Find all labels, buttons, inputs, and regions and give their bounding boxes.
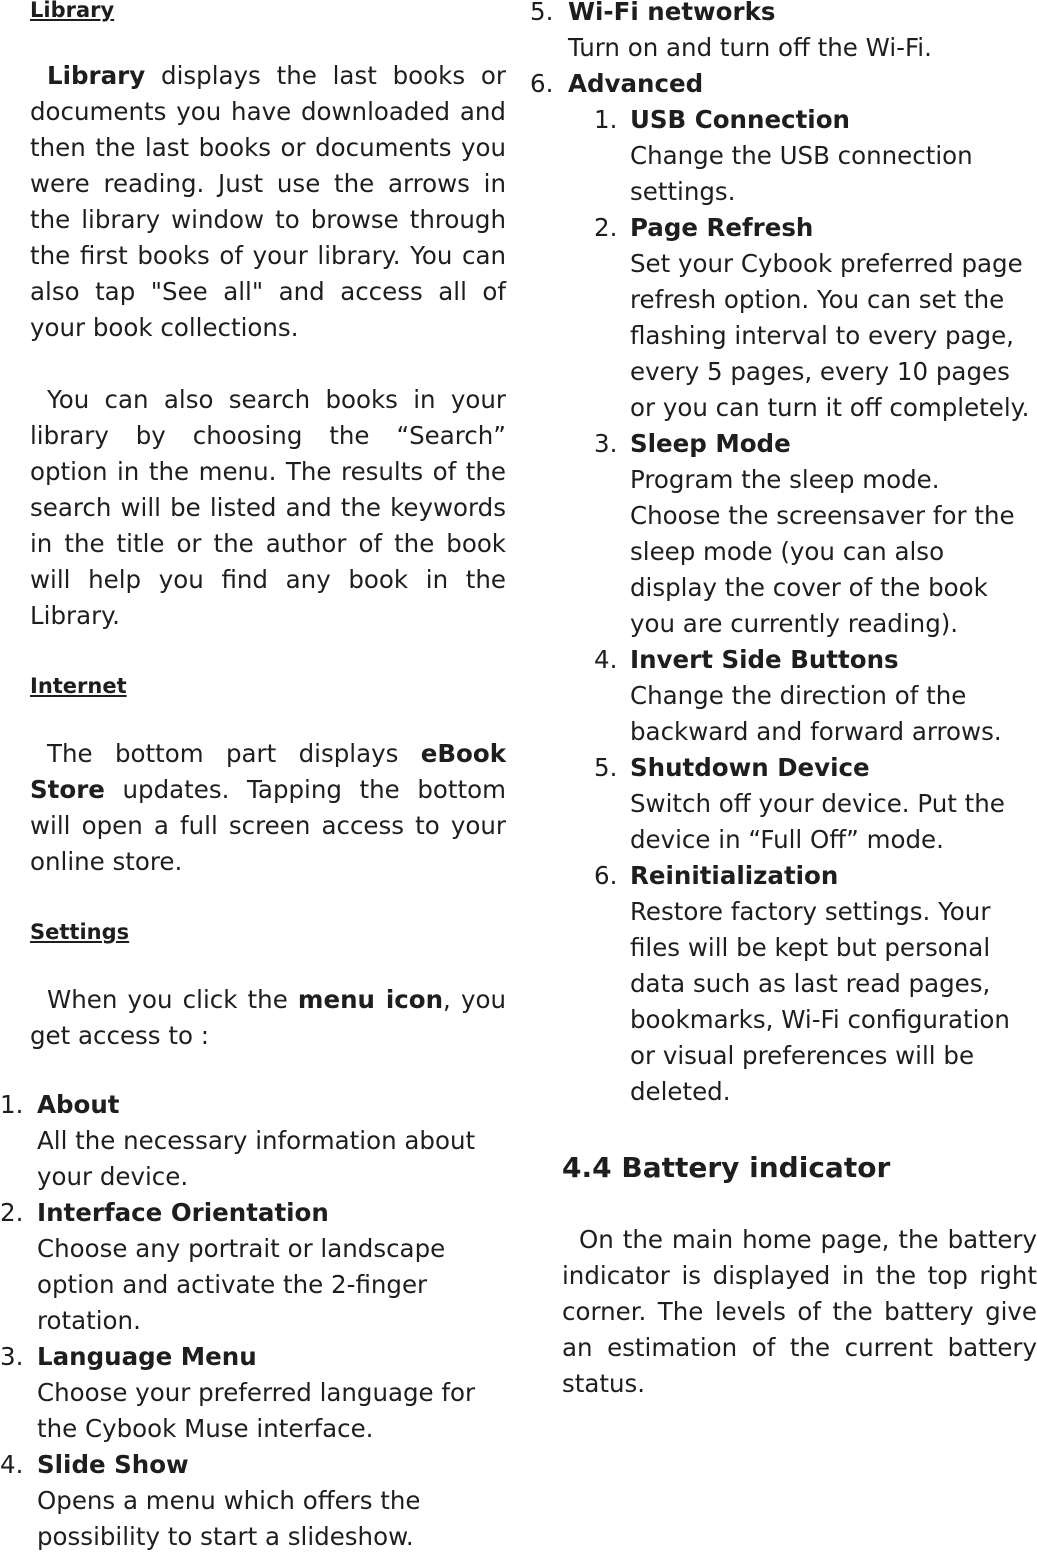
item-description: Set your Cybook preferred page refresh option. You can set the flashing interval to every page, every 5 pages, every 10 pages or you can turn it off completely. [630, 249, 1030, 422]
list-item [530, 0, 1028, 66]
left-column [0, 0, 506, 1555]
internet-heading: Internet [30, 674, 127, 698]
library-bold: Library [47, 61, 146, 90]
ebook-store-bold: eBook Store [30, 739, 506, 804]
item-description: Program the sleep mode. Choose the screensaver for the sleep mode (you can also display the cover of the book you are currently reading). [630, 465, 1015, 638]
library-paragraph-1 [30, 58, 506, 346]
item-number: 5. [594, 753, 618, 782]
list-item [0, 1447, 487, 1555]
internet-text-post: updates. Tapping the bottom will open a full screen access to your online store. [30, 775, 506, 876]
item-title: USB Connection [630, 105, 850, 134]
battery-paragraph: On the main home page, the battery indicator is displayed in the top right corner. The levels of the battery give an estimation of the current battery status. [562, 1225, 1037, 1398]
item-description: Choose your preferred language for the Cybook Muse interface. [37, 1378, 476, 1443]
internet-paragraph [30, 736, 506, 880]
settings-text-pre: When you click the [47, 985, 298, 1014]
item-title: About [37, 1090, 120, 1119]
item-number: 4. [594, 645, 618, 674]
item-title: Language Menu [37, 1342, 257, 1371]
list-item [594, 426, 1030, 642]
item-description: Switch off your device. Put the device in “Full Off” mode. [630, 789, 1005, 854]
menu-icon-bold: menu icon [297, 985, 444, 1014]
item-title: Page Refresh [630, 213, 814, 242]
list-item [594, 642, 1030, 750]
item-title: Interface Orientation [37, 1198, 329, 1227]
library-paragraph-1-text: displays the last books or documents you have downloaded and then the last books or documents you were reading. Just use the arrows in the library window to browse through the first books of your library. You can also tap "See all" and access all of your book collections. [30, 61, 506, 342]
list-item [594, 750, 1030, 858]
right-column [530, 0, 1037, 1402]
library-heading: Library [30, 0, 115, 22]
list-item [0, 1087, 487, 1195]
item-description: All the necessary information about your device. [37, 1126, 476, 1191]
item-number: 1. [0, 1090, 24, 1119]
settings-text-post: , you get access to : [30, 985, 506, 1050]
item-number: 4. [0, 1450, 24, 1479]
item-description: Choose any portrait or landscape option and activate the 2-finger rotation. [37, 1234, 446, 1335]
advanced-sublist [594, 102, 1030, 1110]
item-description: Change the direction of the backward and forward arrows. [630, 681, 1002, 746]
settings-paragraph [30, 982, 506, 1054]
list-item [0, 1339, 487, 1447]
list-item [530, 66, 1028, 102]
item-title: Invert Side Buttons [630, 645, 899, 674]
item-number: 5. [530, 0, 554, 26]
item-number: 3. [594, 429, 618, 458]
item-title: Advanced [568, 69, 704, 98]
item-number: 2. [594, 213, 618, 242]
settings-heading: Settings [30, 920, 130, 944]
item-description: Restore factory settings. Your files will be kept but personal data such as last read pages, bookmarks, Wi-Fi configuration or visual preferences will be deleted. [630, 897, 1010, 1106]
item-number: 6. [530, 69, 554, 98]
item-title: Shutdown Device [630, 753, 870, 782]
item-title: Wi-Fi networks [568, 0, 776, 26]
list-item [594, 102, 1030, 210]
list-item [0, 1195, 487, 1339]
item-number: 1. [594, 105, 618, 134]
item-number: 3. [0, 1342, 24, 1371]
list-item [594, 858, 1030, 1110]
item-title: Slide Show [37, 1450, 189, 1479]
item-description: Opens a menu which offers the possibility to start a slideshow. [37, 1486, 421, 1551]
internet-text-pre: The bottom part displays [47, 739, 421, 768]
item-number: 6. [594, 861, 618, 890]
item-title: Reinitialization [630, 861, 839, 890]
library-paragraph-2: You can also search books in your library by choosing the “Search” option in the menu. The results of the search will be listed and the keywords in the title or the author of the book will help you find any book in the Library. [30, 385, 506, 630]
list-item [594, 210, 1030, 426]
item-title: Sleep Mode [630, 429, 791, 458]
settings-list [0, 1087, 487, 1555]
item-description: Change the USB connection settings. [630, 141, 973, 206]
item-number: 2. [0, 1198, 24, 1227]
item-description: Turn on and turn off the Wi-Fi. [568, 33, 932, 62]
settings-list-continued [530, 0, 1028, 102]
battery-indicator-heading: 4.4 Battery indicator [562, 1151, 891, 1184]
